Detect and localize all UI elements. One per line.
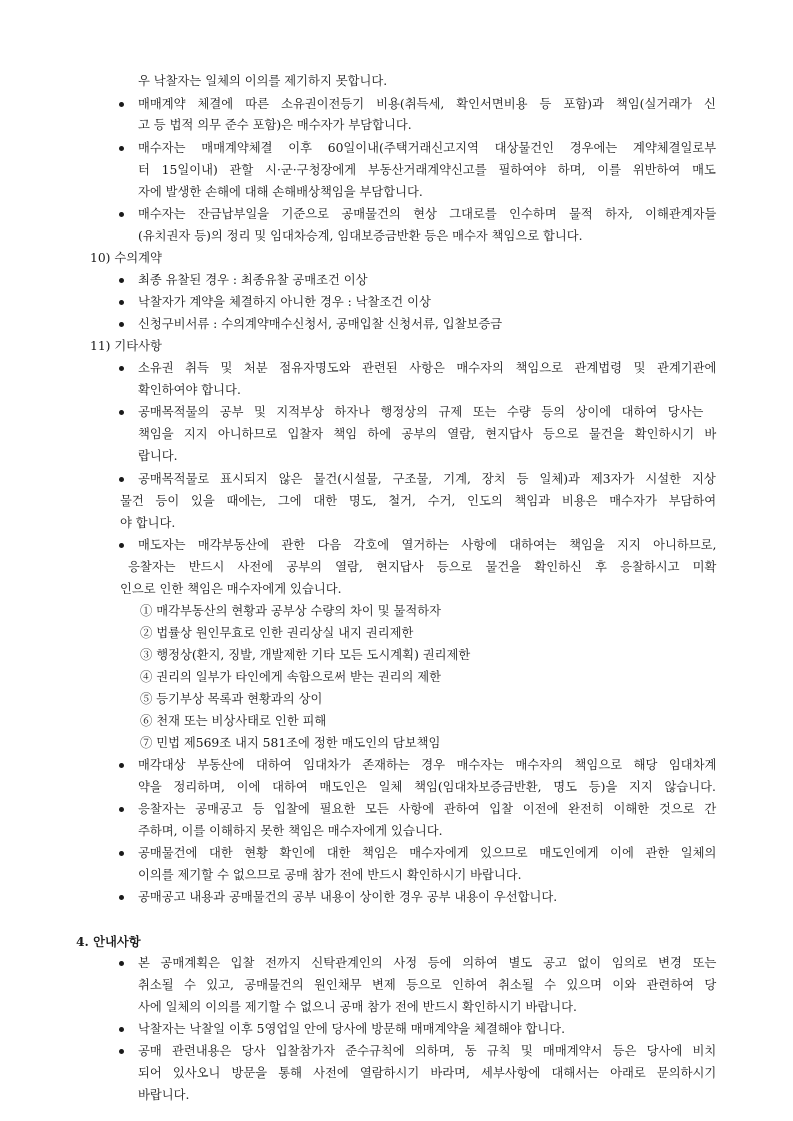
text-line: ② 법률상 원인무효로 인한 권리상실 내지 권리제한 xyxy=(140,626,414,640)
section-heading: 4. 안내사항 xyxy=(76,934,141,949)
text-line: 우 낙찰자는 일체의 이의를 제기하지 못합니다. xyxy=(138,74,388,88)
bullet-icon xyxy=(119,807,124,812)
text-line: 매도자는 매각부동산에 관한 다음 각호에 열거하는 사항에 대하여는 책임을 지지 아니하므로, xyxy=(138,538,717,552)
bullet-icon xyxy=(119,851,124,856)
bullet-icon xyxy=(119,1027,124,1032)
text-line: 본 공매계획은 입찰 전까지 신탁관계인의 사정 등에 의하여 별도 공고 없이 임의로 변경 또는 xyxy=(138,956,717,970)
text-line: 10) 수의계약 xyxy=(90,251,162,265)
text-line: 공매물건에 대한 현황 확인에 대한 책임은 매수자에게 있으므로 매도인에게 이에 관한 일체의 xyxy=(138,846,717,860)
bullet-icon xyxy=(119,366,124,371)
bullet-icon xyxy=(119,102,124,107)
bullet-icon xyxy=(119,322,124,327)
bullet-icon xyxy=(119,146,124,151)
text-line: 11) 기타사항 xyxy=(90,339,162,353)
text-line: 공매목적물로 표시되지 않은 물건(시설물, 구조물, 기계, 장치 등 일체)과 제3자가 시설한 지상 xyxy=(138,472,716,486)
text-line: ① 매각부동산의 현황과 공부상 수량의 차이 및 물적하자 xyxy=(140,604,441,618)
text-line: ⑤ 등기부상 목록과 현황과의 상이 xyxy=(140,692,323,706)
text-line: 확인하여야 합니다. xyxy=(138,383,241,397)
text-line: ⑦ 민법 제569조 내지 581조에 정한 매도인의 담보책임 xyxy=(140,736,441,750)
text-line: 취소될 수 있고, 공매물건의 원인채무 변제 등으로 인하여 취소될 수 있으며 이와 관련하여 당 xyxy=(138,978,717,992)
text-line: 매각대상 부동산에 대하여 임대차가 존재하는 경우 매수자는 매수자의 책임으로 해당 임대차계 xyxy=(138,758,717,772)
text-line: ③ 행정상(환지, 징발, 개발제한 기타 모든 도시계획) 권리제한 xyxy=(140,648,471,662)
text-line: 고 등 법적 의무 준수 포함)은 매수자가 부담합니다. xyxy=(138,118,412,132)
bullet-icon xyxy=(119,961,124,966)
text-line: 매매계약 체결에 따른 소유권이전등기 비용(취득세, 확인서면비용 등 포함)과 책임(실거래가 신 xyxy=(138,97,716,111)
text-line: 낙찰자는 낙찰일 이후 5영업일 안에 당사에 방문해 매매계약을 체결해야 합니다. xyxy=(138,1022,566,1036)
text-line: 물건 등이 있을 때에는, 그에 대한 명도, 철거, 수거, 인도의 책임과 비용은 매수자가 부담하여 xyxy=(120,494,717,508)
text-line: 매수자는 매매계약체결 이후 60일이내(주택거래신고지역 대상물건인 경우에는 계약체결일로부 xyxy=(138,141,717,155)
text-line: 소유권 취득 및 처분 점유자명도와 관련된 사항은 매수자의 책임으로 관계법령 및 관계기관에 xyxy=(138,361,717,375)
text-line: 매수자는 잔금납부일을 기준으로 공매물건의 현상 그대로를 인수하며 물적 하자, 이해관계자들 xyxy=(138,207,717,221)
text-line: 응찰자는 공매공고 등 입찰에 필요한 모든 사항에 관하여 입찰 이전에 완전히 이해한 것으로 간 xyxy=(138,802,717,816)
bullet-icon xyxy=(119,477,124,482)
text-line: 책임을 지지 아니하므로 입찰자 책임 하에 공부의 열람, 현지답사 등으로 물건을 확인하시기 바 xyxy=(138,427,717,441)
text-line: 랍니다. xyxy=(138,449,178,463)
bullet-icon xyxy=(119,543,124,548)
text-line: ④ 권리의 일부가 타인에게 속함으로써 받는 권리의 제한 xyxy=(140,670,441,684)
text-line: 응찰자는 반드시 사전에 공부의 열람, 현지답사 등으로 물건을 확인하신 후 응찰하시고 미확 xyxy=(128,560,717,574)
text-line: 인으로 인한 책임은 매수자에게 있습니다. xyxy=(120,582,342,596)
text-line: 최종 유찰된 경우 : 최종유찰 공매조건 이상 xyxy=(138,273,368,287)
text-line: 야 합니다. xyxy=(120,516,176,530)
bullet-icon xyxy=(119,300,124,305)
text-line: 공매목적물의 공부 및 지적부상 하자나 행정상의 규제 또는 수량 등의 상이에 대하여 당사는 xyxy=(138,405,704,419)
bullet-icon xyxy=(119,1049,124,1054)
text-line: 공매 관련내용은 당사 입찰참가자 준수규칙에 의하며, 동 규칙 및 매매계약서 등은 당사에 비치 xyxy=(138,1044,717,1058)
text-line: 되어 있사오니 방문을 통해 사전에 열람하시기 바라며, 세부사항에 대해서는 아래로 문의하시기 xyxy=(138,1066,717,1080)
text-line: 사에 일체의 이의를 제기할 수 없으니 공매 참가 전에 반드시 확인하시기 바랍니다. xyxy=(138,1000,577,1014)
text-line: 바랍니다. xyxy=(138,1088,190,1102)
text-line: 공매공고 내용과 공매물건의 공부 내용이 상이한 경우 공부 내용이 우선합니다. xyxy=(138,890,558,904)
text-line: ⑥ 천재 또는 비상사태로 인한 피해 xyxy=(140,714,327,728)
text-line: 낙찰자가 계약을 체결하지 아니한 경우 : 낙찰조건 이상 xyxy=(138,295,431,309)
bullet-icon xyxy=(119,410,124,415)
text-line: 자에 발생한 손해에 대해 손해배상책임을 부담합니다. xyxy=(138,185,423,199)
text-line: 터 15일이내) 관할 시·군·구청장에게 부동산거래계약신고를 필하여야 하며, 이를 위반하여 매도 xyxy=(138,163,716,177)
bullet-icon xyxy=(119,278,124,283)
bullet-icon xyxy=(119,212,124,217)
text-line: (유치권자 등)의 정리 및 임대차승계, 임대보증금반환 등은 매수자 책임으로 합니다. xyxy=(138,229,583,243)
text-line: 신청구비서류 : 수의계약매수신청서, 공매입찰 신청서류, 입찰보증금 xyxy=(138,317,503,331)
text-line: 주하며, 이를 이해하지 못한 책임은 매수자에게 있습니다. xyxy=(138,824,443,838)
text-line: 약을 정리하며, 이에 대하여 매도인은 일체 책임(임대차보증금반환, 명도 등)을 지지 않습니다. xyxy=(138,780,716,794)
bullet-icon xyxy=(119,763,124,768)
bullet-icon xyxy=(119,895,124,900)
text-line: 이의를 제기할 수 없으므로 공매 참가 전에 반드시 확인하시기 바랍니다. xyxy=(138,868,522,882)
